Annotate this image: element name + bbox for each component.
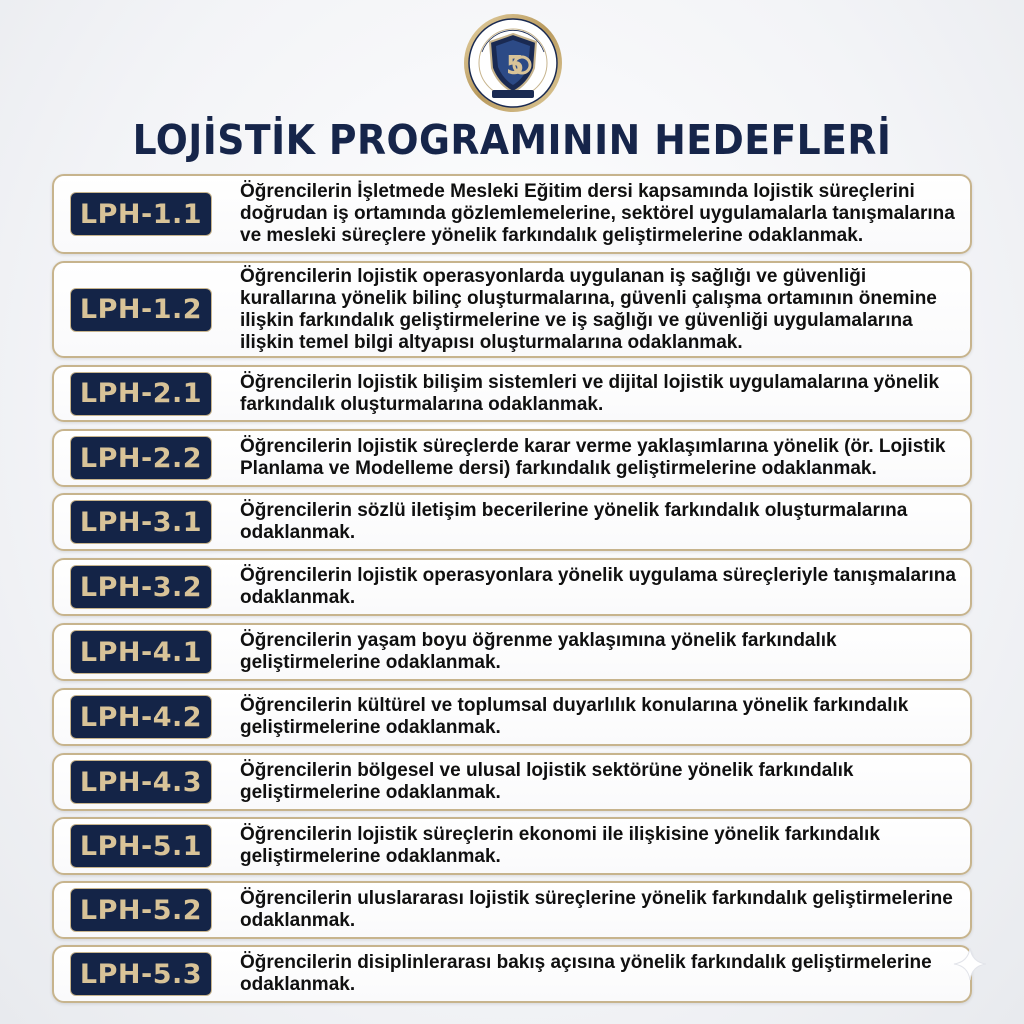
goal-code-badge: LPH-5.3 [70, 952, 212, 996]
goal-code-badge: LPH-2.2 [70, 436, 212, 480]
goal-description: Öğrencilerin lojistik süreçlerde karar verme yaklaşımlarına yönelik (ör. Lojistik Planlama ve Modelleme dersi) farkındalık geliştirmelerine odaklanmak. [240, 436, 946, 479]
goal-code-badge: LPH-5.1 [70, 824, 212, 868]
goal-code-badge: LPH-4.3 [70, 760, 212, 804]
goal-code-badge: LPH-5.2 [70, 888, 212, 932]
goal-description: Öğrencilerin uluslararası lojistik süreçlerine yönelik farkındalık geliştirmelerine odaklanmak. [240, 888, 953, 931]
goal-description: Öğrencilerin lojistik operasyonlara yönelik uygulama süreçleriyle tanışmalarına odaklanmak. [240, 565, 956, 608]
goal-code-badge: LPH-4.1 [70, 630, 212, 674]
goal-code-badge: LPH-3.2 [70, 565, 212, 609]
goal-row-lph-4-1 [52, 623, 972, 681]
goal-row-lph-5-2 [52, 881, 972, 939]
goal-row-lph-2-1 [52, 365, 972, 422]
goal-code-badge: LPH-1.1 [70, 192, 212, 236]
goal-description: Öğrencilerin bölgesel ve ulusal lojistik sektörüne yönelik farkındalık geliştirmelerine odaklanmak. [240, 760, 854, 803]
goal-row-lph-4-3 [52, 753, 972, 811]
goal-code-badge: LPH-3.1 [70, 500, 212, 544]
goal-row-lph-4-2 [52, 688, 972, 746]
goal-description: Öğrencilerin sözlü iletişim becerilerine yönelik farkındalık oluşturmalarına odaklanmak. [240, 500, 908, 543]
goal-row-lph-1-1 [52, 174, 972, 254]
goal-description: Öğrencilerin İşletmede Mesleki Eğitim dersi kapsamında lojistik süreçlerini doğrudan iş ortamında gözlemlemelerine, sektörel uygulamalarla tanışmalarına ve mesleki süreçlere yönelik farkındalık geliştirmelerine odaklanmak. [240, 181, 955, 246]
goal-row-lph-5-1 [52, 817, 972, 875]
goal-row-lph-1-2 [52, 261, 972, 358]
goal-code-badge: LPH-4.2 [70, 695, 212, 739]
sparkle-icon [950, 944, 990, 984]
goal-code-badge: LPH-1.2 [70, 288, 212, 332]
goal-description: Öğrencilerin disiplinlerarası bakış açısına yönelik farkındalık geliştirmelerine odaklanmak. [240, 952, 932, 995]
goal-description: Öğrencilerin kültürel ve toplumsal duyarlılık konularına yönelik farkındalık geliştirmelerine odaklanmak. [240, 695, 909, 738]
goal-row-lph-3-2 [52, 558, 972, 616]
goal-description: Öğrencilerin yaşam boyu öğrenme yaklaşımına yönelik farkındalık geliştirmelerine odaklanmak. [240, 630, 837, 673]
goal-code-badge: LPH-2.1 [70, 372, 212, 416]
page-title: LOJİSTİK PROGRAMININ HEDEFLERİ [132, 116, 892, 164]
goal-description: Öğrencilerin lojistik operasyonlarda uygulanan iş sağlığı ve güvenliği kurallarına yönelik bilinç oluşturmalarına, güvenli çalışma ortamının önemine ilişkin farkındalık geliştirmelerine ve iş sağlığı ve güvenliği uygulamalarına ilişkin temel bilgi altyapısı oluşturmalarına odaklanmak. [240, 265, 937, 353]
goal-row-lph-3-1 [52, 493, 972, 551]
goal-description: Öğrencilerin lojistik süreçlerin ekonomi ile ilişkisine yönelik farkındalık geliştirmelerine odaklanmak. [240, 824, 880, 867]
university-emblem-icon [462, 12, 564, 114]
goal-row-lph-5-3 [52, 945, 972, 1003]
goal-row-lph-2-2 [52, 429, 972, 487]
goal-description: Öğrencilerin lojistik bilişim sistemleri ve dijital lojistik uygulamalarına yönelik farkındalık oluşturmalarına odaklanmak. [240, 371, 940, 415]
svg-text:5: 5 [506, 51, 525, 81]
